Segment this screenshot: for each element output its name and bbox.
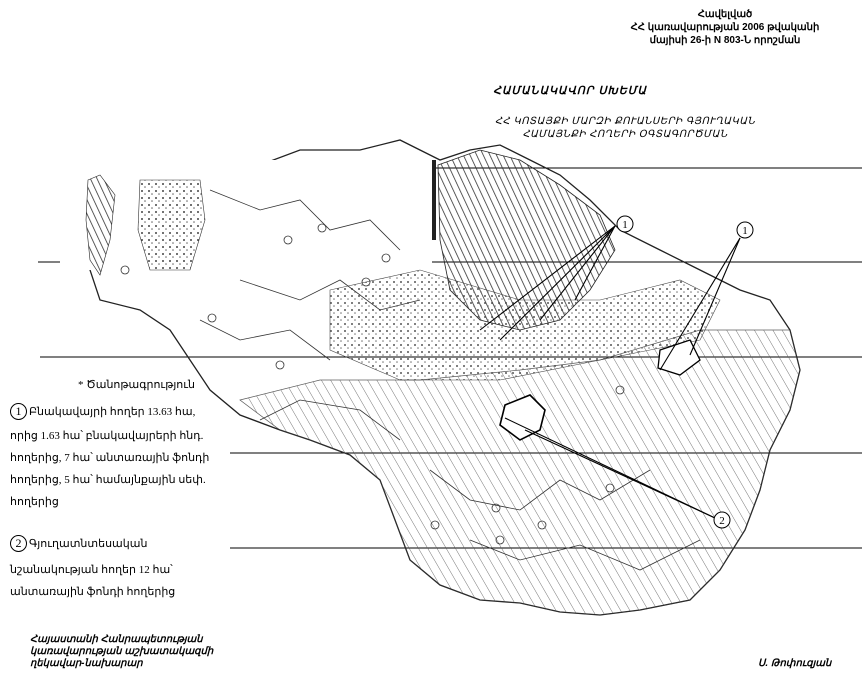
approval-line-3: մայիսի 26-ի N 803-Ն որոշման — [649, 35, 801, 46]
footer-left-line-1: Հայաստանի Հանրապետության — [30, 634, 203, 645]
legend-item-2 — [10, 535, 230, 599]
footer-left-line-2: կառավարության աշխատակազմի — [30, 646, 214, 657]
legend-2-line-3: անտառային ֆոնդի հողերից — [10, 586, 176, 598]
signatory-title — [30, 634, 290, 670]
approval-line-2: ՀՀ կառավարության 2006 թվականի — [630, 22, 820, 33]
callout-1-label: 1 — [622, 219, 628, 231]
legend-marker-2: 2 — [10, 535, 27, 552]
footer-left-line-3: ղեկավար-նախարար — [30, 658, 143, 669]
approval-line-1: Հավելված — [697, 9, 753, 20]
legend-1-line-2: որից 1.63 հա՝ բնակավայրերի հնդ. — [10, 430, 204, 442]
legend-heading: * Ծանոթագրություն — [78, 379, 196, 391]
faded-area — [60, 160, 432, 270]
subtitle-line-2: ՀԱՄԱՅՆՔԻ ՀՈՂԵՐԻ ՕԳՏԱԳՈՐԾՄԱՆ — [522, 129, 728, 140]
legend-item-1 — [10, 403, 230, 509]
signatory-name: Ս. Թոփուզյան — [758, 658, 832, 669]
map-title: ՀԱՄԱՆԱԿԱՎՈՐ ՍԽԵՄԱ — [493, 85, 647, 97]
legend-1-line-1: Բնակավայրի հողեր 13.63 հա, — [29, 406, 196, 418]
callout-2-label: 2 — [719, 515, 725, 527]
subtitle-line-1: ՀՀ ԿՈՏԱՅՔԻ ՄԱՐԶԻ ՔՈՒԱՆՍԵՐԻ ԳՅՈՒՂԱԿԱՆ — [494, 116, 756, 127]
scan-edge — [432, 160, 436, 240]
legend-2-line-1: Գյուղատնտեսական — [29, 538, 148, 550]
legend-1-line-4: հողերից, 5 հա՝ համայնքային սեփ. — [10, 474, 206, 486]
callout-1b-label: 1 — [742, 225, 748, 237]
legend-2-line-2: նշանակության հողեր 12 հա՝ — [10, 564, 173, 576]
legend-marker-1: 1 — [10, 403, 27, 420]
legend-1-line-5: հողերից — [10, 496, 59, 508]
asterisk-icon: * — [78, 379, 87, 391]
legend-1-line-3: հողերից, 7 հա՝ անտառային ֆոնդի — [10, 452, 210, 464]
